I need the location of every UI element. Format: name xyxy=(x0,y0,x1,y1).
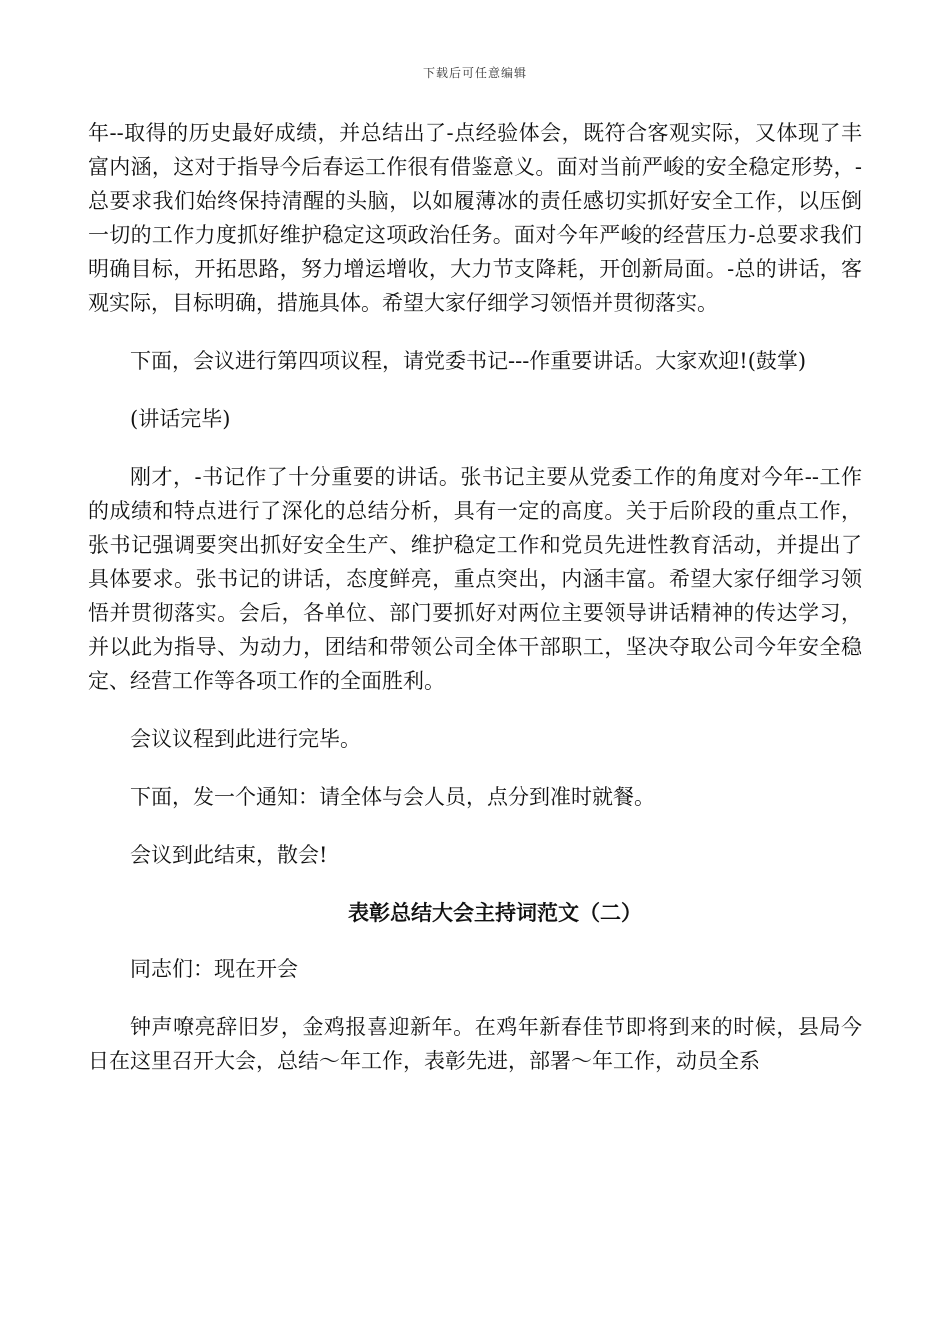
paragraph-secretary-summary: 刚才，-书记作了十分重要的讲话。张书记主要从党委工作的角度对今年--工作的成绩和特点进行了深化的总结分析，具有一定的高度。关于后阶段的重点工作，张书记强调要突出抓好安全生产、维护稳定工作和党员先进性教育活动，并提出了具体要求。张书记的讲话，态度鲜亮，重点突出，内涵丰富。希望大家仔细学习领悟并贯彻落实。会后，各单位、部门要抓好对两位主要领导讲话精神的传达学习，并以此为指导、为动力，团结和带领公司全体干部职工，坚决夺取公司今年安全稳定、经营工作等各项工作的全面胜利。 xyxy=(88,465,862,693)
paragraph-notice: 下面，发一个通知：请全体与会人员，点分到准时就餐。 xyxy=(130,785,655,809)
paragraph-greeting: 同志们：现在开会 xyxy=(130,957,298,981)
paragraph-continued: 年--取得的历史最好成绩，并总结出了-点经验体会，既符合客观实际，又体现了丰富内涵，这对于指导今后春运工作很有借鉴意义。面对当前严峻的安全稳定形势，-总要求我们始终保持清醒的头脑，以如履薄冰的责任感切实抓好安全工作，以压倒一切的工作力度抓好维护稳定这项政治任务。面对今年严峻的经营压力-总要求我们明确目标，开拓思路，努力增运增收，大力节支降耗，开创新局面。-总的讲话，客观实际，目标明确，措施具体。希望大家仔细学习领悟并贯彻落实。 xyxy=(88,121,862,315)
document-body xyxy=(88,116,862,1102)
paragraph-agenda-complete: 会议议程到此进行完毕。 xyxy=(130,727,361,751)
section-heading: 表彰总结大会主持词范文（二） xyxy=(348,900,642,925)
paragraph-agenda-four: 下面，会议进行第四项议程，请党委书记---作重要讲话。大家欢迎!(鼓掌) xyxy=(130,349,807,373)
header-note: 下载后可任意编辑 xyxy=(422,66,527,80)
paragraph-opening: 钟声嘹亮辞旧岁，金鸡报喜迎新年。在鸡年新春佳节即将到来的时候，县局今日在这里召开大会，总结～年工作，表彰先进，部署～年工作，动员全系 xyxy=(88,1015,862,1073)
paragraph-speech-finished: (讲话完毕) xyxy=(130,407,231,431)
paragraph-meeting-end: 会议到此结束，散会! xyxy=(130,843,328,867)
